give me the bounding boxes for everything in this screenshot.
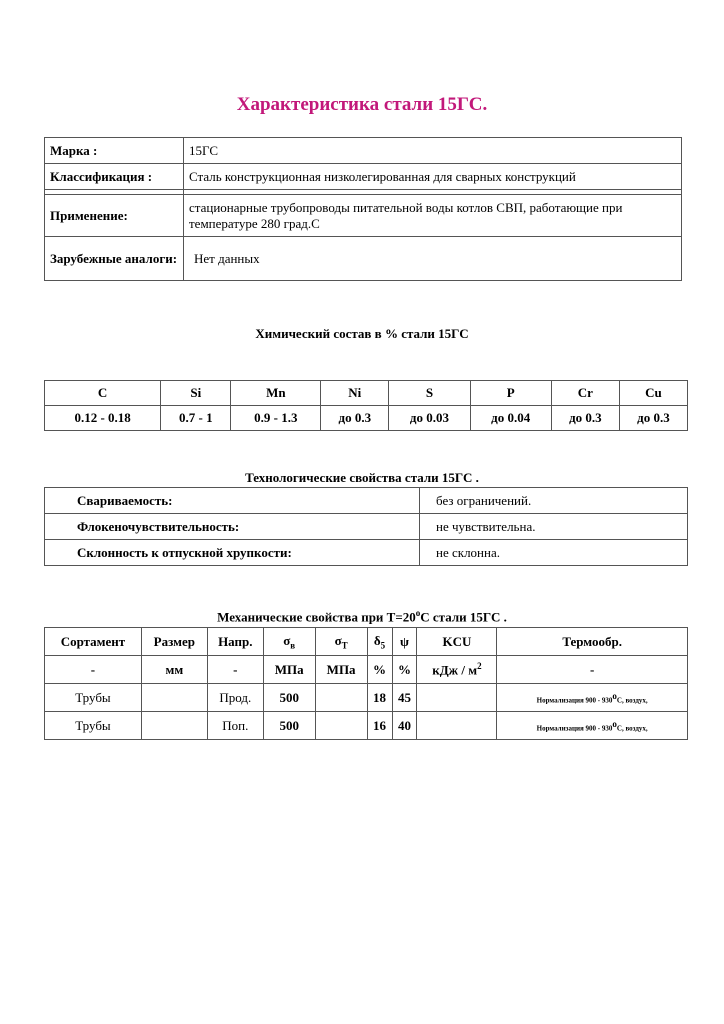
chem-value: 0.7 - 1 bbox=[161, 406, 231, 431]
mech-heading-prefix: Механические свойства при Т=20 bbox=[217, 609, 416, 625]
table-row bbox=[45, 514, 688, 540]
col-sigma-b bbox=[263, 628, 315, 656]
chem-value: 0.9 - 1.3 bbox=[231, 406, 321, 431]
cell-size bbox=[141, 684, 207, 712]
kcu-unit-text: кДж / м bbox=[432, 662, 478, 678]
chem-element: Cr bbox=[551, 381, 619, 406]
chem-value: до 0.3 bbox=[321, 406, 389, 431]
unit-psi: % bbox=[392, 656, 417, 684]
units-row bbox=[45, 656, 688, 684]
tech-value: без ограничений. bbox=[420, 488, 688, 514]
mech-heading-suffix: С стали 15ГС . bbox=[420, 609, 507, 625]
treatment-suffix: C, воздух, bbox=[616, 696, 648, 705]
treatment-sup: o bbox=[612, 718, 617, 729]
info-table bbox=[44, 137, 682, 281]
degree-sup: o bbox=[415, 608, 421, 618]
unit-sigma-b: МПа bbox=[263, 656, 315, 684]
sigma-symbol: σ bbox=[283, 632, 291, 648]
chem-value: до 0.3 bbox=[551, 406, 619, 431]
col-kcu: KCU bbox=[417, 628, 497, 656]
class-value: Сталь конструкционная низколегированная для сварных конструкций bbox=[184, 164, 682, 190]
grade-label: Марка : bbox=[45, 138, 184, 164]
chem-table bbox=[44, 380, 688, 431]
table-row bbox=[45, 540, 688, 566]
grade-value: 15ГС bbox=[184, 138, 682, 164]
treatment-text: Нормализация 900 - 930 bbox=[536, 696, 613, 705]
tech-value: не склонна. bbox=[420, 540, 688, 566]
chem-heading: Химический состав в % стали 15ГС bbox=[255, 326, 469, 341]
sigma-symbol: σ bbox=[334, 632, 342, 648]
table-row bbox=[45, 488, 688, 514]
kcu-unit-sup: 2 bbox=[477, 660, 482, 671]
tech-table bbox=[44, 487, 688, 566]
unit-sigma-t: МПа bbox=[315, 656, 367, 684]
analogs-value: Нет данных bbox=[184, 237, 682, 281]
table-row bbox=[45, 684, 688, 712]
cell-direction: Поп. bbox=[207, 712, 263, 740]
cell-sortament: Трубы bbox=[45, 712, 142, 740]
class-label: Классификация : bbox=[45, 164, 184, 190]
sigma-t-sub: T bbox=[341, 640, 348, 651]
treatment-text: Нормализация 900 - 930 bbox=[536, 724, 613, 733]
cell-sigma-b: 500 bbox=[263, 684, 315, 712]
cell-direction: Прод. bbox=[207, 684, 263, 712]
chem-element: C bbox=[45, 381, 161, 406]
unit-kcu bbox=[417, 656, 497, 684]
chem-element: Ni bbox=[321, 381, 389, 406]
treatment-suffix: C, воздух, bbox=[616, 724, 648, 733]
chem-value: до 0.03 bbox=[389, 406, 470, 431]
delta-sub: 5 bbox=[380, 640, 386, 651]
unit-direction: - bbox=[207, 656, 263, 684]
delta-symbol: δ bbox=[373, 632, 381, 648]
tech-label: Свариваемость: bbox=[45, 488, 420, 514]
tech-value: не чувствительна. bbox=[420, 514, 688, 540]
col-direction: Напр. bbox=[207, 628, 263, 656]
chem-element: Cu bbox=[619, 381, 687, 406]
analogs-label: Зарубежные аналоги: bbox=[45, 237, 184, 281]
cell-sortament: Трубы bbox=[45, 684, 142, 712]
cell-size bbox=[141, 712, 207, 740]
cell-sigma-b: 500 bbox=[263, 712, 315, 740]
chem-element: S bbox=[389, 381, 470, 406]
chem-value: 0.12 - 0.18 bbox=[45, 406, 161, 431]
tech-label: Склонность к отпускной хрупкости: bbox=[45, 540, 420, 566]
cell-sigma-t bbox=[315, 684, 367, 712]
treatment-sup: o bbox=[612, 690, 617, 701]
chem-value: до 0.04 bbox=[470, 406, 551, 431]
mech-heading bbox=[0, 608, 724, 625]
cell-delta: 18 bbox=[367, 684, 392, 712]
cell-kcu bbox=[417, 684, 497, 712]
col-sigma-t bbox=[315, 628, 367, 656]
col-size: Размер bbox=[141, 628, 207, 656]
col-psi: ψ bbox=[392, 628, 417, 656]
table-row bbox=[45, 712, 688, 740]
cell-psi: 40 bbox=[392, 712, 417, 740]
col-treatment: Термообр. bbox=[497, 628, 688, 656]
cell-kcu bbox=[417, 712, 497, 740]
chem-value: до 0.3 bbox=[619, 406, 687, 431]
cell-delta: 16 bbox=[367, 712, 392, 740]
tech-label: Флокеночувствительность: bbox=[45, 514, 420, 540]
chem-element: P bbox=[470, 381, 551, 406]
usage-label: Применение: bbox=[45, 195, 184, 237]
mech-table bbox=[44, 627, 688, 740]
tech-heading: Технологические свойства стали 15ГС . bbox=[245, 470, 479, 485]
cell-treatment bbox=[497, 684, 688, 712]
unit-delta: % bbox=[367, 656, 392, 684]
sigma-b-sub: в bbox=[290, 640, 296, 651]
usage-value: стационарные трубопроводы питательной воды котлов СВП, работающие при температуре 280 град.С bbox=[184, 195, 682, 237]
cell-sigma-t bbox=[315, 712, 367, 740]
page-title: Характеристика стали 15ГС. bbox=[236, 94, 488, 115]
table-header-row bbox=[45, 628, 688, 656]
cell-treatment bbox=[497, 712, 688, 740]
unit-sortament: - bbox=[45, 656, 142, 684]
col-sortament: Сортамент bbox=[45, 628, 142, 656]
unit-size: мм bbox=[141, 656, 207, 684]
chem-element: Si bbox=[161, 381, 231, 406]
col-delta bbox=[367, 628, 392, 656]
cell-psi: 45 bbox=[392, 684, 417, 712]
chem-element: Mn bbox=[231, 381, 321, 406]
unit-treatment: - bbox=[497, 656, 688, 684]
